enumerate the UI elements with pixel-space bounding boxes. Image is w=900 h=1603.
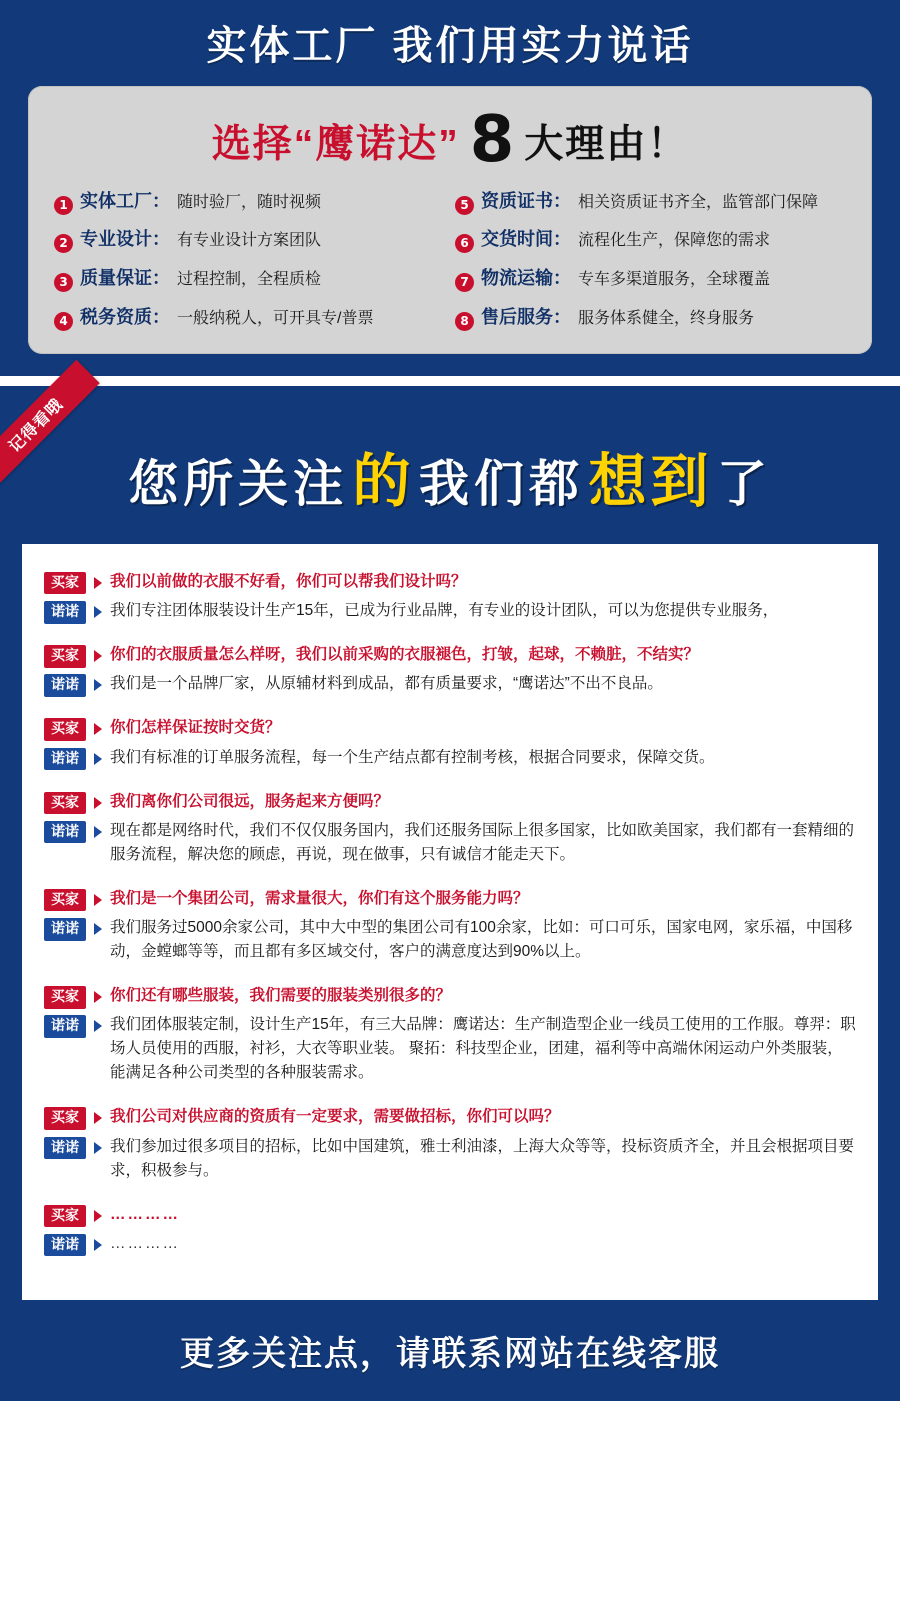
qa-question-row: [44, 1105, 856, 1128]
question-text: 我们离你们公司很远，服务起来方便吗？: [110, 792, 390, 810]
buyer-tag: 买家: [44, 1107, 86, 1130]
qa-block: [44, 1203, 856, 1256]
faq-heading-part: 您所关注: [128, 455, 349, 512]
reason-item: [54, 190, 445, 214]
reason-title: 售后服务：: [481, 306, 571, 327]
buyer-tag: 买家: [44, 572, 86, 595]
qa-answer-row: [44, 672, 856, 696]
answer-text: 我们专注团体服装设计生产15年，已成为行业品牌，有专业的设计团队，可以为您提供专业服务，: [110, 602, 779, 620]
reason-number-badge: 8: [455, 312, 474, 331]
reply-tag: 诺诺: [44, 674, 86, 697]
qa-answer-row: [44, 1135, 856, 1183]
reply-tag: 诺诺: [44, 1137, 86, 1160]
question-text: …………: [110, 1205, 180, 1223]
reason-item: [54, 306, 445, 330]
reply-tag: 诺诺: [44, 601, 86, 624]
reason-desc: 过程控制，全程质检: [177, 271, 322, 289]
faq-heading-part: 我们都: [419, 455, 584, 512]
question-text: 我们以前做的衣服不好看，你们可以帮我们设计吗？: [110, 572, 467, 590]
qa-block: [44, 716, 856, 769]
qa-question-row: [44, 716, 856, 739]
question-text: 我们公司对供应商的资质有一定要求，需要做招标，你们可以吗？: [110, 1108, 560, 1126]
arrow-icon: [94, 606, 102, 618]
qa-answer-row: [44, 819, 856, 867]
arrow-icon: [94, 753, 102, 765]
qa-question-row: [44, 790, 856, 813]
reason-item: [54, 267, 445, 291]
faq-card: [22, 544, 878, 1300]
reason-title: 实体工厂：: [80, 190, 170, 211]
arrow-icon: [94, 991, 102, 1003]
reasons-card: [28, 86, 872, 354]
buyer-tag: 买家: [44, 718, 86, 741]
reply-tag: 诺诺: [44, 918, 86, 941]
question-text: 你们的衣服质量怎么样呀，我们以前采购的衣服褪色，打皱，起球，不赖脏，不结实？: [110, 646, 700, 664]
reason-desc: 一般纳税人，可开具专/普票: [177, 309, 374, 327]
reason-number-badge: 7: [455, 273, 474, 292]
reason-title: 交货时间：: [481, 229, 571, 250]
question-text: 你们怎样保证按时交货？: [110, 719, 281, 737]
arrow-icon: [94, 923, 102, 935]
reason-desc: 有专业设计方案团队: [177, 232, 322, 250]
question-text: 我们是一个集团公司，需求量很大，你们有这个服务能力吗？: [110, 889, 529, 907]
reason-number-badge: 2: [54, 234, 73, 253]
buyer-tag: 买家: [44, 889, 86, 912]
answer-text: 我们参加过很多项目的招标，比如中国建筑，雅士利油漆，上海大众等等，投标资质齐全，并且会根据项目要求，积极参与。: [110, 1137, 855, 1179]
qa-answer-row: [44, 746, 856, 770]
reason-item: [455, 267, 846, 291]
answer-text: 我们有标准的订单服务流程，每一个生产结点都有控制考核，根据合同要求，保障交货。: [110, 748, 715, 766]
arrow-icon: [94, 1142, 102, 1154]
reason-title: 质量保证：: [80, 268, 170, 289]
faq-heading-part: 想到: [588, 448, 713, 514]
qa-block: [44, 1105, 856, 1182]
arrow-icon: [94, 650, 102, 662]
arrow-icon: [94, 797, 102, 809]
qa-block: [44, 643, 856, 696]
reason-title: 资质证书：: [481, 190, 571, 211]
reason-desc: 专车多渠道服务，全球覆盖: [578, 271, 771, 289]
reply-tag: 诺诺: [44, 1015, 86, 1038]
reason-desc: 相关资质证书齐全，监管部门保障: [578, 193, 819, 211]
faq-heading-part: 的: [352, 448, 415, 514]
arrow-icon: [94, 723, 102, 735]
qa-block: [44, 790, 856, 867]
faq-heading: [0, 386, 900, 544]
reasons-heading-black: 大理由！: [524, 122, 689, 166]
answer-text: …………: [110, 1234, 180, 1252]
arrow-icon: [94, 577, 102, 589]
qa-question-row: [44, 887, 856, 910]
answer-text: 我们是一个品牌厂家，从原辅材料到成品，都有质量要求，“鹰诺达”不出不良品。: [110, 675, 663, 693]
faq-footer-text: 更多关注点，请联系网站在线客服: [180, 1334, 720, 1373]
reason-number-badge: 5: [455, 196, 474, 215]
faq-heading-part: 了: [716, 455, 772, 512]
buyer-tag: 买家: [44, 986, 86, 1009]
qa-question-row: [44, 1203, 856, 1226]
qa-block: [44, 984, 856, 1085]
reason-desc: 流程化生产，保障您的需求: [578, 232, 771, 250]
answer-text: 我们团体服装定制，设计生产15年，有三大品牌：鹰诺达：生产制造型企业一线员工使用的工作服。尊羿：职场人员使用的西服，衬衫，大衣等职业装。 聚拓：科技型企业，团建，福利等中高端休闲运动户外类服装，能满足各种公司类型的各种服装需求。: [110, 1016, 856, 1082]
qa-answer-row: [44, 599, 856, 623]
qa-answer-row: [44, 1013, 856, 1085]
question-text: 你们还有哪些服装，我们需要的服装类别很多的？: [110, 987, 452, 1005]
arrow-icon: [94, 826, 102, 838]
reason-desc: 随时验厂，随时视频: [177, 193, 322, 211]
reason-number-badge: 6: [455, 234, 474, 253]
arrow-icon: [94, 1112, 102, 1124]
reason-item: [455, 228, 846, 252]
reply-tag: 诺诺: [44, 748, 86, 771]
reason-title: 税务资质：: [80, 306, 170, 327]
section-divider: [0, 376, 900, 386]
arrow-icon: [94, 679, 102, 691]
reason-number-badge: 3: [54, 273, 73, 292]
reason-desc: 服务体系健全，终身服务: [578, 309, 755, 327]
reason-item: [455, 190, 846, 214]
answer-text: 现在都是网络时代，我们不仅仅服务国内，我们还服务国际上很多国家，比如欧美国家，我们都有一套精细的服务流程，解决您的顾虑，再说，现在做事，只有诚信才能走天下。: [110, 821, 855, 863]
arrow-icon: [94, 1020, 102, 1032]
reasons-section: [0, 0, 900, 376]
reply-tag: 诺诺: [44, 821, 86, 844]
qa-answer-row: [44, 1232, 856, 1256]
reason-number-badge: 4: [54, 312, 73, 331]
reasons-heading: [54, 103, 846, 190]
answer-text: 我们服务过5000余家公司，其中大中型的集团公司有100余家，比如：可口可乐，国家电网，家乐福，中国移动，金螳螂等等，而且都有多区域交付，客户的满意度达到90%以上。: [110, 919, 853, 961]
reason-title: 物流运输：: [481, 268, 571, 289]
reason-number-badge: 1: [54, 196, 73, 215]
qa-block: [44, 887, 856, 964]
buyer-tag: 买家: [44, 1205, 86, 1228]
page-title: 实体工厂 我们用实力说话: [206, 24, 694, 68]
reason-item: [455, 306, 846, 330]
buyer-tag: 买家: [44, 645, 86, 668]
qa-question-row: [44, 570, 856, 593]
qa-question-row: [44, 984, 856, 1007]
arrow-icon: [94, 1239, 102, 1251]
reply-tag: 诺诺: [44, 1234, 86, 1257]
reasons-heading-number: 8: [469, 103, 515, 177]
qa-block: [44, 570, 856, 623]
corner-ribbon: 记得看哦: [0, 360, 100, 489]
reasons-grid: [54, 190, 846, 330]
arrow-icon: [94, 894, 102, 906]
arrow-icon: [94, 1210, 102, 1222]
reasons-heading-red: 选择“鹰诺达”: [211, 122, 460, 166]
faq-section: [0, 386, 900, 1401]
reason-item: [54, 228, 445, 252]
qa-answer-row: [44, 916, 856, 964]
qa-question-row: [44, 643, 856, 666]
reason-title: 专业设计：: [80, 229, 170, 250]
buyer-tag: 买家: [44, 792, 86, 815]
